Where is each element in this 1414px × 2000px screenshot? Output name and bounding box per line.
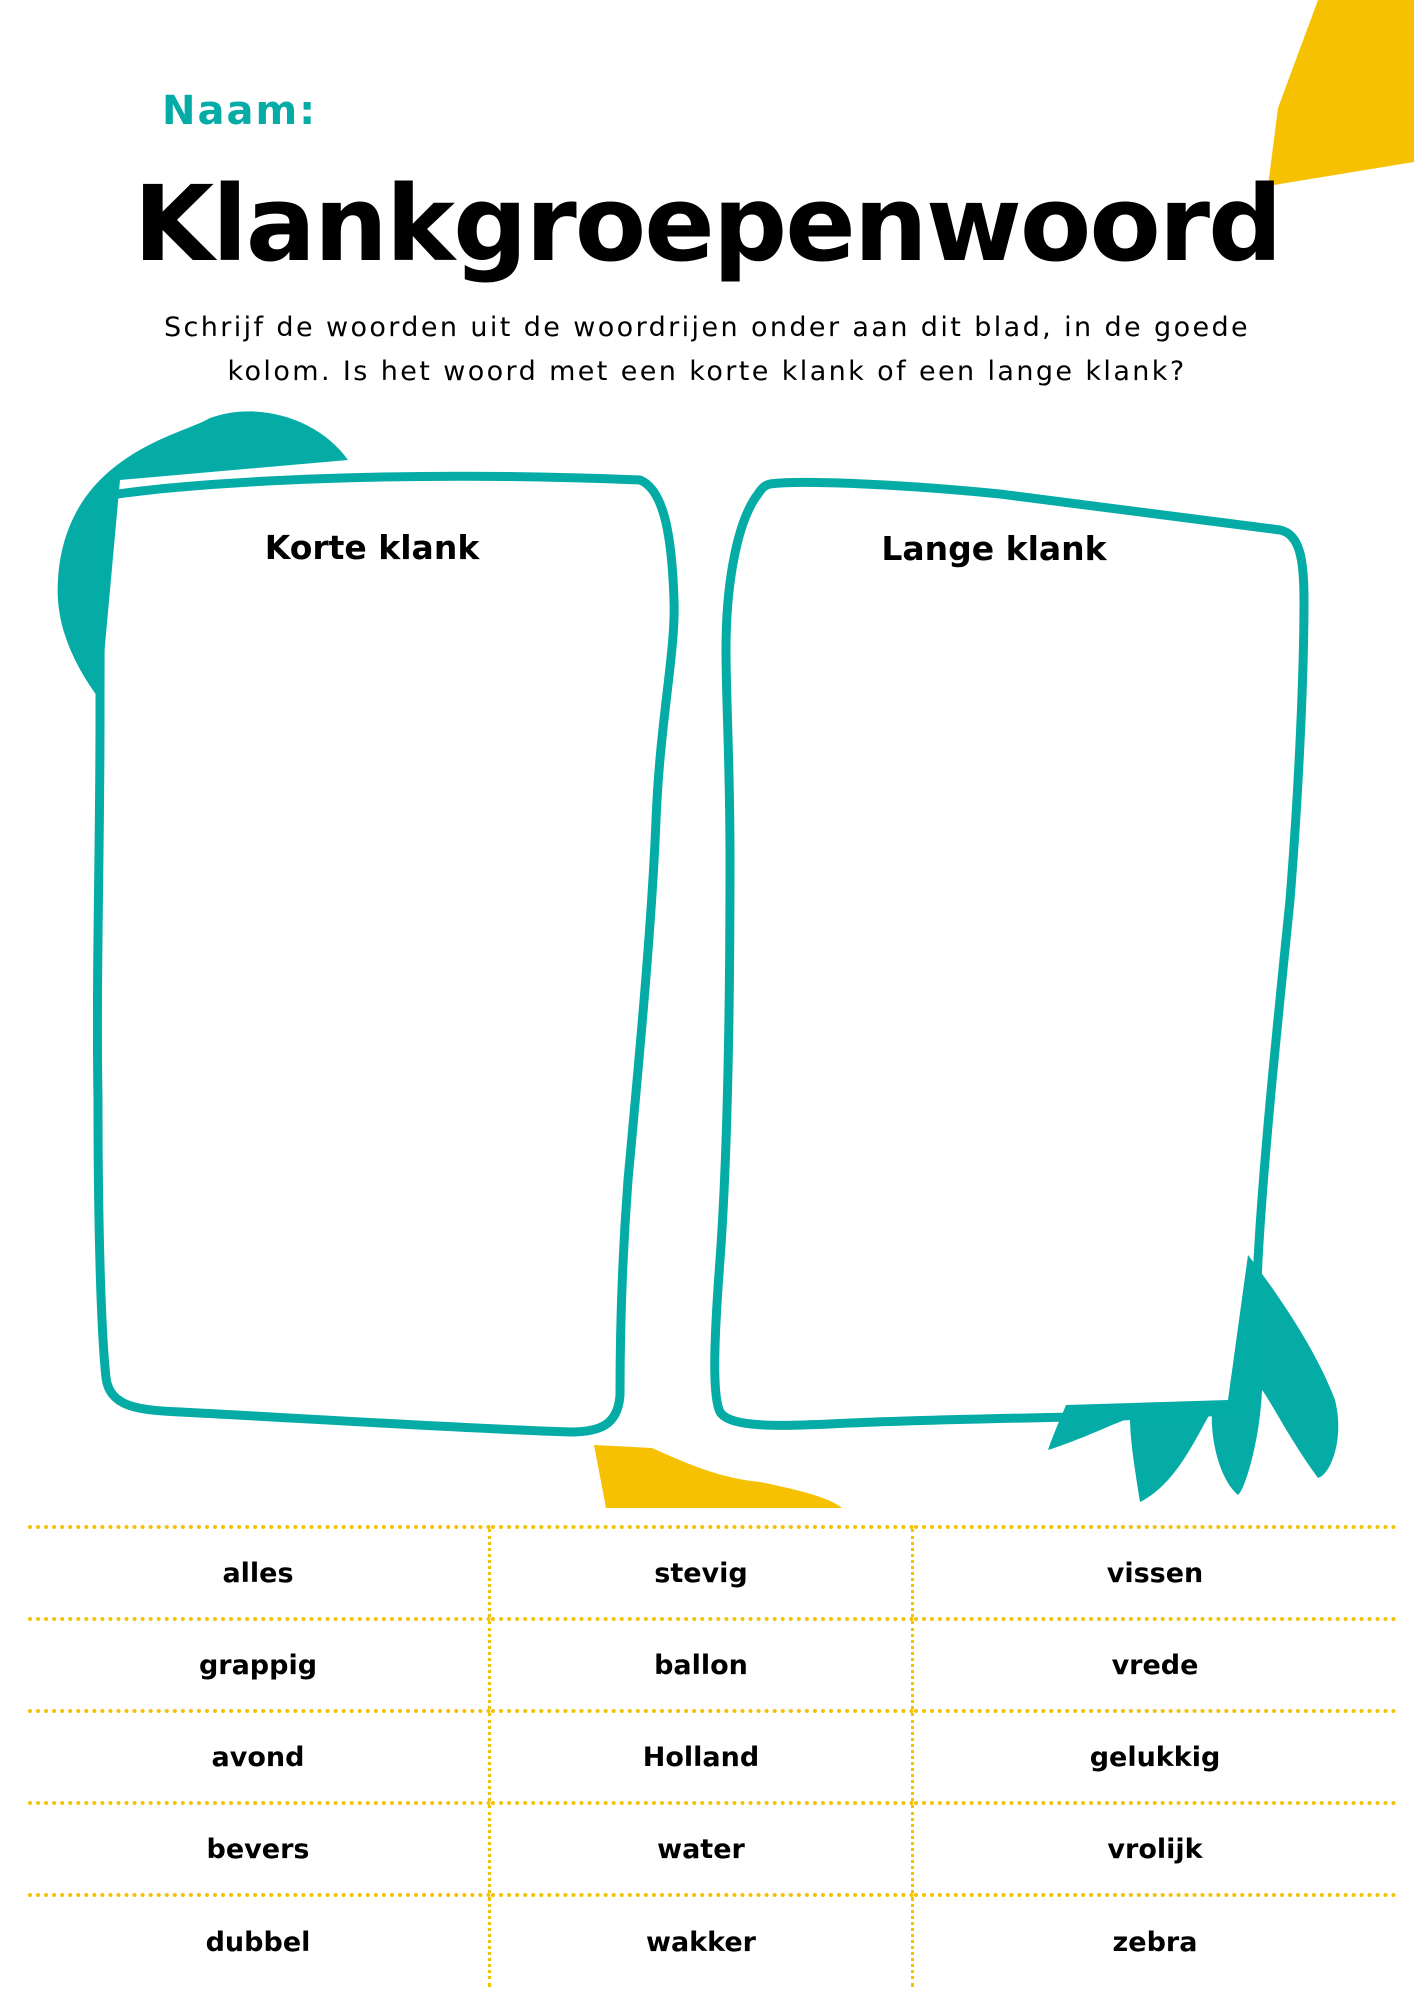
table-row bbox=[28, 1527, 1396, 1619]
naam-label: Naam: bbox=[162, 88, 318, 134]
lange-klank-heading: Lange klank bbox=[881, 529, 1107, 568]
yellow-corner-shape bbox=[1268, 0, 1414, 186]
instructions-text: Schrijf de woorden uit de woordrijen onder aan dit blad, in de goede kolom. Is het woord met een korte klank of een lange klank? bbox=[163, 312, 1251, 387]
word-cell: water bbox=[490, 1803, 913, 1895]
yellow-foot bbox=[594, 1445, 842, 1508]
word-cell: bevers bbox=[28, 1803, 490, 1895]
word-cell: ballon bbox=[490, 1619, 913, 1711]
korte-klank-answer-area[interactable] bbox=[110, 590, 620, 1370]
korte-klank-heading: Korte klank bbox=[264, 528, 480, 567]
table-row bbox=[28, 1895, 1396, 1987]
word-cell: zebra bbox=[913, 1895, 1397, 1987]
word-cell: wakker bbox=[490, 1895, 913, 1987]
word-cell: Holland bbox=[490, 1711, 913, 1803]
word-cell: vrede bbox=[913, 1619, 1397, 1711]
table-row bbox=[28, 1803, 1396, 1895]
word-cell: vrolijk bbox=[913, 1803, 1397, 1895]
word-list-table bbox=[28, 1525, 1396, 1987]
page-title: Klankgroepenwoord bbox=[133, 163, 1281, 285]
table-row bbox=[28, 1619, 1396, 1711]
word-cell: grappig bbox=[28, 1619, 490, 1711]
word-cell: avond bbox=[28, 1711, 490, 1803]
word-cell: vissen bbox=[913, 1527, 1397, 1619]
table-row bbox=[28, 1711, 1396, 1803]
word-cell: gelukkig bbox=[913, 1711, 1397, 1803]
word-cell: stevig bbox=[490, 1527, 913, 1619]
word-cell: dubbel bbox=[28, 1895, 490, 1987]
word-cell: alles bbox=[28, 1527, 490, 1619]
lange-klank-answer-area[interactable] bbox=[735, 590, 1280, 1390]
